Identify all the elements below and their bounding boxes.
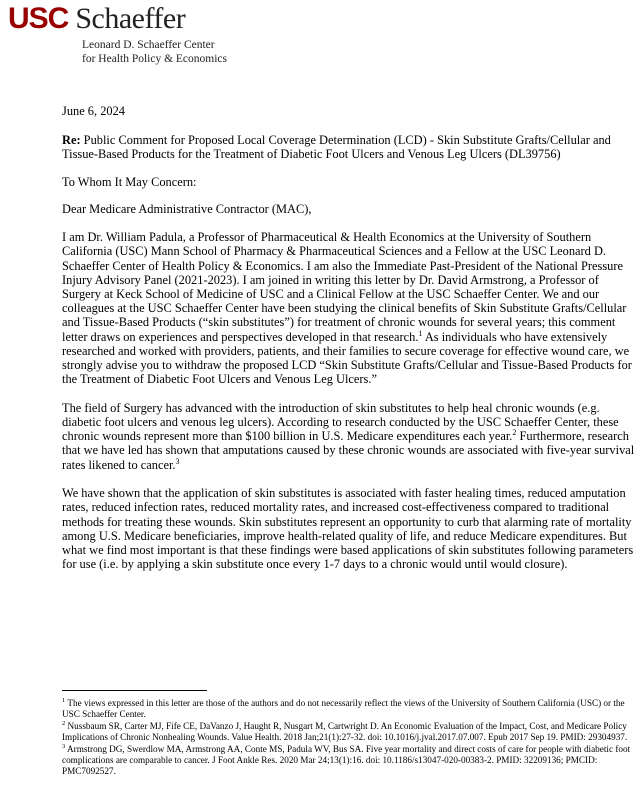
footnote-3 [62, 744, 634, 777]
intro-text-a: I am Dr. William Padula, a Professor of Pharmaceutical & Health Economics at the University of Southern California (USC) Mann School of Pharmacy & Pharmaceutical Sciences and a Fellow at the USC Leonard D. Schaeffer Center of Health Policy & Economics. I am also the Immediate Past-President of the National Pressure Injury Advisory Panel (2021-2023). I am joined in writing this letter by Dr. David Armstrong, a Professor of Surgery at Keck School of Medicine of USC and a Clinical Fellow at the USC Schaeffer Center. We and our colleagues at the USC Schaeffer Center have been studying the clinical benefits of Skin Substitute Grafts/Cellular and Tissue-Based Products (“skin substitutes”) for treatment of chronic wounds for several years; this comment letter draws on experiences and perspectives developed in that research. [62, 230, 627, 344]
logo-wordmark [8, 2, 185, 36]
paragraph-intro [62, 230, 636, 386]
field-text-a: The field of Surgery has advanced with the introduction of skin substitutes to help heal chronic wounds (e.g. diabetic foot ulcers and venous leg ulcers). According to research conducted by the USC Schaeffer Center, these chronic wounds represent more than $100 billion in U.S. Medicare expenditures each year. [62, 400, 619, 444]
footnote-3-text: Armstrong DG, Swerdlow MA, Armstrong AA, Conte MS, Padula WV, Bus SA. Five year mortality and direct costs of care for people with diabetic foot complications are comparable to cancer. J Foot Ankle Res. 2020 Mar 24;13(1):16. doi: 10.1186/s13047-020-00383-2. PMID: 32209136; PMCID: PMC7092527. [62, 744, 631, 776]
logo-schaeffer-text: Schaeffer [75, 2, 186, 35]
footnote-3-number: 3 [62, 742, 66, 750]
footnote-1-number: 1 [62, 696, 66, 704]
intro-text-b: As individuals who have extensively researched and worked with providers, patients, and their families to secure coverage for effective wound care, we strongly advise you to withdraw the proposed LCD “Skin Substitute Grafts/Cellular and Tissue-Based Products for the Treatment of Diabetic Foot Ulcers and Venous Leg Ulcers.” [62, 329, 632, 387]
footnote-1-text: The views expressed in this letter are those of the authors and do not necessarily reflect the views of the University of Southern California (USC) or the USC Schaeffer Center. [62, 698, 625, 719]
footnote-2-number: 2 [62, 719, 66, 727]
letter-body [62, 104, 636, 586]
footnotes [62, 698, 634, 778]
footnote-ref-3[interactable]: 3 [175, 456, 180, 466]
letter-subject [62, 133, 636, 161]
logo-usc-text: USC [8, 2, 69, 35]
subject-text: Public Comment for Proposed Local Coverage Determination (LCD) - Skin Substitute Grafts/Cellular and Tissue-Based Products for the Treatment of Diabetic Foot Ulcers and Venous Leg Ulcers (DL39756) [62, 132, 611, 161]
letter-date: June 6, 2024 [62, 104, 125, 118]
footnote-ref-1[interactable]: 1 [418, 328, 423, 338]
salutation-general: To Whom It May Concern: [62, 175, 197, 190]
footnote-divider [62, 690, 207, 691]
usc-schaeffer-logo [8, 2, 238, 68]
footnote-ref-2[interactable]: 2 [512, 428, 517, 438]
footnote-2-text: Nussbaum SR, Carter MJ, Fife CE, DaVanzo J, Haught R, Nusgart M, Cartwright D. An Economic Evaluation of the Impact, Cost, and Medicare Policy Implications of Chronic Nonhealing Wounds. Value Health. 2018 Jan;21(1):27-32. doi: 10.1016/j.jval.2017.07.007. Epub 2017 Sep 19. PMID: 29304937. [62, 721, 628, 742]
footnote-2 [62, 721, 634, 743]
field-text-b: Furthermore, research that we have led has shown that amputations caused by these chronic wounds are associated with five-year survival rates likened to cancer. [62, 429, 635, 472]
subject-label: Re: [62, 132, 81, 147]
logo-subtitle [82, 38, 227, 66]
salutation-mac: Dear Medicare Administrative Contractor (MAC), [62, 201, 312, 216]
footnote-1 [62, 698, 634, 720]
logo-subtitle-line2: for Health Policy & Economics [82, 53, 227, 65]
logo-subtitle-line1: Leonard D. Schaeffer Center [82, 39, 215, 51]
paragraph-field [62, 401, 636, 472]
paragraph-findings: We have shown that the application of skin substitutes is associated with faster healing times, reduced amputation rates, reduced infection rates, reduced mortality rates, and increased cost-effectiveness compared to traditional methods for treating these wounds. Skin substitutes represent an opportunity to curb that alarming rate of mortality among U.S. Medicare beneficiaries, improve health-related quality of life, and reduce Medicare expenditures. But what we find most important is that these findings were based applications of skin substitutes following parameters for use (i.e. by applying a skin substitute once every 1-7 days to a chronic would until would closure). [62, 486, 634, 572]
